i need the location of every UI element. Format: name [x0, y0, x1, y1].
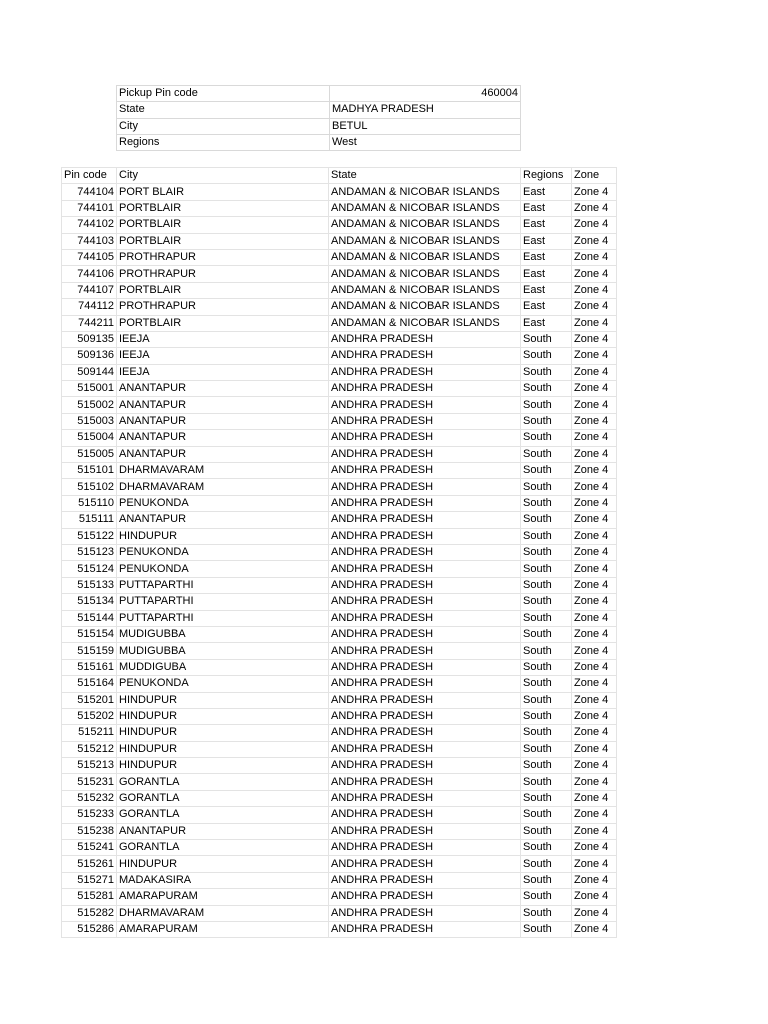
table-row: [62, 626, 617, 642]
city-cell: IEEJA: [117, 348, 329, 364]
pin-code-table-body: [62, 184, 617, 938]
state-cell: ANDAMAN & NICOBAR ISLANDS: [329, 200, 521, 216]
pickup-city-row: [117, 118, 521, 134]
pin-code-cell: 744102: [62, 217, 117, 233]
table-row: [62, 774, 617, 790]
table-row: [62, 249, 617, 265]
region-cell: South: [521, 397, 572, 413]
pin-code-cell: 515002: [62, 397, 117, 413]
region-cell: South: [521, 643, 572, 659]
state-cell: ANDHRA PRADESH: [329, 397, 521, 413]
region-cell: South: [521, 823, 572, 839]
zone-cell: Zone 4: [572, 249, 617, 265]
state-cell: ANDHRA PRADESH: [329, 577, 521, 593]
pickup-state-value: MADHYA PRADESH: [330, 102, 521, 118]
zone-cell: Zone 4: [572, 921, 617, 937]
region-cell: South: [521, 921, 572, 937]
region-cell: South: [521, 774, 572, 790]
region-cell: South: [521, 479, 572, 495]
pickup-city-value: BETUL: [330, 118, 521, 134]
state-cell: ANDHRA PRADESH: [329, 758, 521, 774]
region-cell: East: [521, 233, 572, 249]
region-cell: South: [521, 725, 572, 741]
zone-cell: Zone 4: [572, 217, 617, 233]
region-cell: South: [521, 561, 572, 577]
table-row: [62, 708, 617, 724]
table-row: [62, 430, 617, 446]
zone-cell: Zone 4: [572, 823, 617, 839]
city-cell: HINDUPUR: [117, 528, 329, 544]
table-row: [62, 463, 617, 479]
pin-code-cell: 515003: [62, 413, 117, 429]
state-cell: ANDHRA PRADESH: [329, 840, 521, 856]
city-cell: PORT BLAIR: [117, 184, 329, 200]
pin-code-cell: 515102: [62, 479, 117, 495]
zone-cell: Zone 4: [572, 807, 617, 823]
table-row: [62, 790, 617, 806]
state-cell: ANDHRA PRADESH: [329, 676, 521, 692]
pin-code-cell: 515004: [62, 430, 117, 446]
region-cell: South: [521, 430, 572, 446]
city-cell: PENUKONDA: [117, 561, 329, 577]
state-cell: ANDHRA PRADESH: [329, 692, 521, 708]
table-row: [62, 217, 617, 233]
state-cell: ANDHRA PRADESH: [329, 381, 521, 397]
pin-code-cell: 515164: [62, 676, 117, 692]
zone-cell: Zone 4: [572, 397, 617, 413]
region-cell: South: [521, 364, 572, 380]
region-cell: South: [521, 594, 572, 610]
state-cell: ANDAMAN & NICOBAR ISLANDS: [329, 249, 521, 265]
city-cell: IEEJA: [117, 331, 329, 347]
zone-cell: Zone 4: [572, 381, 617, 397]
pin-code-cell: 515111: [62, 512, 117, 528]
city-cell: ANANTAPUR: [117, 413, 329, 429]
city-cell: PORTBLAIR: [117, 233, 329, 249]
table-row: [62, 692, 617, 708]
zone-cell: Zone 4: [572, 184, 617, 200]
pin-code-cell: 515201: [62, 692, 117, 708]
region-cell: South: [521, 807, 572, 823]
pin-code-cell: 515238: [62, 823, 117, 839]
pin-code-cell: 515161: [62, 659, 117, 675]
region-cell: South: [521, 610, 572, 626]
city-cell: MADAKASIRA: [117, 872, 329, 888]
state-cell: ANDHRA PRADESH: [329, 446, 521, 462]
table-row: [62, 512, 617, 528]
pin-code-cell: 515101: [62, 463, 117, 479]
region-cell: South: [521, 840, 572, 856]
table-row: [62, 495, 617, 511]
state-cell: ANDHRA PRADESH: [329, 905, 521, 921]
zone-cell: Zone 4: [572, 741, 617, 757]
state-cell: ANDHRA PRADESH: [329, 774, 521, 790]
region-cell: East: [521, 266, 572, 282]
city-cell: IEEJA: [117, 364, 329, 380]
zone-cell: Zone 4: [572, 872, 617, 888]
table-row: [62, 266, 617, 282]
table-row: [62, 758, 617, 774]
city-cell: GORANTLA: [117, 790, 329, 806]
pin-code-cell: 509144: [62, 364, 117, 380]
state-cell: ANDAMAN & NICOBAR ISLANDS: [329, 233, 521, 249]
city-cell: AMARAPURAM: [117, 921, 329, 937]
zone-cell: Zone 4: [572, 643, 617, 659]
pin-code-cell: 515232: [62, 790, 117, 806]
state-cell: ANDHRA PRADESH: [329, 889, 521, 905]
table-row: [62, 840, 617, 856]
zone-cell: Zone 4: [572, 544, 617, 560]
table-row: [62, 856, 617, 872]
state-cell: ANDAMAN & NICOBAR ISLANDS: [329, 315, 521, 331]
state-cell: ANDHRA PRADESH: [329, 921, 521, 937]
zone-cell: Zone 4: [572, 905, 617, 921]
region-cell: South: [521, 381, 572, 397]
region-cell: South: [521, 758, 572, 774]
region-cell: South: [521, 905, 572, 921]
region-cell: South: [521, 872, 572, 888]
state-cell: ANDAMAN & NICOBAR ISLANDS: [329, 184, 521, 200]
pin-code-cell: 515212: [62, 741, 117, 757]
zone-cell: Zone 4: [572, 463, 617, 479]
header-pin-code: Pin code: [62, 168, 117, 184]
pin-code-cell: 515122: [62, 528, 117, 544]
table-row: [62, 528, 617, 544]
region-cell: South: [521, 331, 572, 347]
pickup-info-table: [116, 85, 521, 151]
zone-cell: Zone 4: [572, 299, 617, 315]
region-cell: East: [521, 217, 572, 233]
pin-code-cell: 515233: [62, 807, 117, 823]
state-cell: ANDAMAN & NICOBAR ISLANDS: [329, 217, 521, 233]
pickup-pin-code-label: Pickup Pin code: [117, 86, 330, 102]
table-row: [62, 348, 617, 364]
region-cell: South: [521, 692, 572, 708]
zone-cell: Zone 4: [572, 495, 617, 511]
city-cell: HINDUPUR: [117, 692, 329, 708]
pickup-pin-code-value: 460004: [330, 86, 521, 102]
pin-code-cell: 744101: [62, 200, 117, 216]
pin-code-cell: 515202: [62, 708, 117, 724]
pickup-state-row: [117, 102, 521, 118]
zone-cell: Zone 4: [572, 315, 617, 331]
zone-cell: Zone 4: [572, 266, 617, 282]
state-cell: ANDHRA PRADESH: [329, 430, 521, 446]
pin-code-cell: 744104: [62, 184, 117, 200]
zone-cell: Zone 4: [572, 364, 617, 380]
city-cell: PENUKONDA: [117, 544, 329, 560]
state-cell: ANDHRA PRADESH: [329, 544, 521, 560]
state-cell: ANDHRA PRADESH: [329, 331, 521, 347]
city-cell: AMARAPURAM: [117, 889, 329, 905]
header-zone: Zone: [572, 168, 617, 184]
state-cell: ANDHRA PRADESH: [329, 790, 521, 806]
pin-code-cell: 515211: [62, 725, 117, 741]
pickup-pin-code-row: [117, 86, 521, 102]
city-cell: DHARMAVARAM: [117, 479, 329, 495]
pickup-info-body: [117, 86, 521, 151]
pin-code-cell: 509135: [62, 331, 117, 347]
city-cell: GORANTLA: [117, 840, 329, 856]
region-cell: South: [521, 889, 572, 905]
state-cell: ANDAMAN & NICOBAR ISLANDS: [329, 299, 521, 315]
zone-cell: Zone 4: [572, 692, 617, 708]
city-cell: PENUKONDA: [117, 676, 329, 692]
table-row: [62, 282, 617, 298]
state-cell: ANDHRA PRADESH: [329, 610, 521, 626]
city-cell: ANANTAPUR: [117, 381, 329, 397]
zone-cell: Zone 4: [572, 528, 617, 544]
region-cell: South: [521, 577, 572, 593]
city-cell: PROTHRAPUR: [117, 249, 329, 265]
city-cell: MUDIGUBBA: [117, 643, 329, 659]
zone-cell: Zone 4: [572, 790, 617, 806]
region-cell: South: [521, 544, 572, 560]
state-cell: ANDHRA PRADESH: [329, 823, 521, 839]
region-cell: South: [521, 741, 572, 757]
city-cell: PUTTAPARTHI: [117, 577, 329, 593]
region-cell: South: [521, 512, 572, 528]
region-cell: South: [521, 463, 572, 479]
city-cell: HINDUPUR: [117, 856, 329, 872]
table-row: [62, 610, 617, 626]
pin-code-cell: 515241: [62, 840, 117, 856]
city-cell: ANANTAPUR: [117, 823, 329, 839]
pin-code-cell: 515124: [62, 561, 117, 577]
table-row: [62, 413, 617, 429]
pin-code-cell: 744107: [62, 282, 117, 298]
city-cell: PORTBLAIR: [117, 282, 329, 298]
city-cell: MUDIGUBBA: [117, 626, 329, 642]
region-cell: South: [521, 495, 572, 511]
pickup-city-label: City: [117, 118, 330, 134]
zone-cell: Zone 4: [572, 282, 617, 298]
region-cell: East: [521, 184, 572, 200]
city-cell: PENUKONDA: [117, 495, 329, 511]
pin-code-cell: 515123: [62, 544, 117, 560]
zone-cell: Zone 4: [572, 610, 617, 626]
pin-code-cell: 744112: [62, 299, 117, 315]
city-cell: PUTTAPARTHI: [117, 594, 329, 610]
pin-code-cell: 515286: [62, 921, 117, 937]
city-cell: PROTHRAPUR: [117, 299, 329, 315]
table-row: [62, 676, 617, 692]
zone-cell: Zone 4: [572, 512, 617, 528]
table-row: [62, 381, 617, 397]
state-cell: ANDHRA PRADESH: [329, 643, 521, 659]
region-cell: South: [521, 659, 572, 675]
table-row: [62, 889, 617, 905]
zone-cell: Zone 4: [572, 200, 617, 216]
pickup-regions-value: West: [330, 134, 521, 150]
city-cell: PORTBLAIR: [117, 315, 329, 331]
region-cell: South: [521, 676, 572, 692]
table-row: [62, 331, 617, 347]
state-cell: ANDHRA PRADESH: [329, 659, 521, 675]
region-cell: South: [521, 413, 572, 429]
zone-cell: Zone 4: [572, 430, 617, 446]
state-cell: ANDHRA PRADESH: [329, 807, 521, 823]
pin-code-cell: 515144: [62, 610, 117, 626]
zone-cell: Zone 4: [572, 889, 617, 905]
region-cell: South: [521, 790, 572, 806]
state-cell: ANDAMAN & NICOBAR ISLANDS: [329, 282, 521, 298]
state-cell: ANDHRA PRADESH: [329, 495, 521, 511]
region-cell: East: [521, 315, 572, 331]
zone-cell: Zone 4: [572, 331, 617, 347]
city-cell: HINDUPUR: [117, 758, 329, 774]
pickup-regions-label: Regions: [117, 134, 330, 150]
zone-cell: Zone 4: [572, 348, 617, 364]
zone-cell: Zone 4: [572, 659, 617, 675]
table-row: [62, 544, 617, 560]
table-row: [62, 905, 617, 921]
region-cell: East: [521, 282, 572, 298]
region-cell: South: [521, 626, 572, 642]
region-cell: South: [521, 348, 572, 364]
city-cell: ANANTAPUR: [117, 430, 329, 446]
header-row: [62, 168, 617, 184]
pin-code-cell: 515159: [62, 643, 117, 659]
table-row: [62, 200, 617, 216]
table-row: [62, 397, 617, 413]
region-cell: South: [521, 528, 572, 544]
zone-cell: Zone 4: [572, 840, 617, 856]
table-row: [62, 577, 617, 593]
city-cell: PORTBLAIR: [117, 200, 329, 216]
pin-code-cell: 744211: [62, 315, 117, 331]
state-cell: ANDAMAN & NICOBAR ISLANDS: [329, 266, 521, 282]
pin-code-cell: 515281: [62, 889, 117, 905]
pin-code-cell: 515154: [62, 626, 117, 642]
pin-code-cell: 515213: [62, 758, 117, 774]
zone-cell: Zone 4: [572, 577, 617, 593]
state-cell: ANDHRA PRADESH: [329, 872, 521, 888]
zone-cell: Zone 4: [572, 594, 617, 610]
region-cell: South: [521, 446, 572, 462]
zone-cell: Zone 4: [572, 856, 617, 872]
state-cell: ANDHRA PRADESH: [329, 725, 521, 741]
state-cell: ANDHRA PRADESH: [329, 626, 521, 642]
pin-code-table: [61, 167, 617, 938]
table-row: [62, 561, 617, 577]
pin-code-cell: 744103: [62, 233, 117, 249]
city-cell: GORANTLA: [117, 807, 329, 823]
pickup-state-label: State: [117, 102, 330, 118]
table-row: [62, 725, 617, 741]
state-cell: ANDHRA PRADESH: [329, 479, 521, 495]
zone-cell: Zone 4: [572, 708, 617, 724]
zone-cell: Zone 4: [572, 774, 617, 790]
table-row: [62, 315, 617, 331]
city-cell: GORANTLA: [117, 774, 329, 790]
header-regions: Regions: [521, 168, 572, 184]
state-cell: ANDHRA PRADESH: [329, 413, 521, 429]
pin-code-cell: 515282: [62, 905, 117, 921]
pin-code-cell: 515261: [62, 856, 117, 872]
zone-cell: Zone 4: [572, 725, 617, 741]
pin-code-cell: 515110: [62, 495, 117, 511]
city-cell: ANANTAPUR: [117, 512, 329, 528]
table-row: [62, 299, 617, 315]
zone-cell: Zone 4: [572, 413, 617, 429]
city-cell: DHARMAVARAM: [117, 905, 329, 921]
state-cell: ANDHRA PRADESH: [329, 512, 521, 528]
region-cell: East: [521, 249, 572, 265]
table-row: [62, 741, 617, 757]
zone-cell: Zone 4: [572, 479, 617, 495]
city-cell: PORTBLAIR: [117, 217, 329, 233]
city-cell: DHARMAVARAM: [117, 463, 329, 479]
city-cell: HINDUPUR: [117, 725, 329, 741]
table-row: [62, 807, 617, 823]
table-row: [62, 479, 617, 495]
pin-code-cell: 509136: [62, 348, 117, 364]
zone-cell: Zone 4: [572, 233, 617, 249]
zone-cell: Zone 4: [572, 676, 617, 692]
table-row: [62, 872, 617, 888]
table-row: [62, 594, 617, 610]
city-cell: PROTHRAPUR: [117, 266, 329, 282]
zone-cell: Zone 4: [572, 758, 617, 774]
header-state: State: [329, 168, 521, 184]
pickup-regions-row: [117, 134, 521, 150]
pin-code-cell: 515134: [62, 594, 117, 610]
table-row: [62, 233, 617, 249]
zone-cell: Zone 4: [572, 626, 617, 642]
pin-code-cell: 744106: [62, 266, 117, 282]
state-cell: ANDHRA PRADESH: [329, 463, 521, 479]
pin-code-cell: 515271: [62, 872, 117, 888]
city-cell: ANANTAPUR: [117, 397, 329, 413]
zone-cell: Zone 4: [572, 561, 617, 577]
region-cell: South: [521, 856, 572, 872]
region-cell: East: [521, 200, 572, 216]
region-cell: East: [521, 299, 572, 315]
table-row: [62, 659, 617, 675]
state-cell: ANDHRA PRADESH: [329, 856, 521, 872]
table-row: [62, 921, 617, 937]
region-cell: South: [521, 708, 572, 724]
zone-cell: Zone 4: [572, 446, 617, 462]
pin-code-cell: 744105: [62, 249, 117, 265]
city-cell: PUTTAPARTHI: [117, 610, 329, 626]
pin-code-cell: 515133: [62, 577, 117, 593]
state-cell: ANDHRA PRADESH: [329, 594, 521, 610]
state-cell: ANDHRA PRADESH: [329, 348, 521, 364]
table-row: [62, 823, 617, 839]
state-cell: ANDHRA PRADESH: [329, 561, 521, 577]
city-cell: MUDDIGUBA: [117, 659, 329, 675]
city-cell: HINDUPUR: [117, 741, 329, 757]
table-row: [62, 446, 617, 462]
header-city: City: [117, 168, 329, 184]
state-cell: ANDHRA PRADESH: [329, 528, 521, 544]
pin-code-cell: 515005: [62, 446, 117, 462]
table-row: [62, 184, 617, 200]
city-cell: ANANTAPUR: [117, 446, 329, 462]
table-row: [62, 643, 617, 659]
state-cell: ANDHRA PRADESH: [329, 741, 521, 757]
state-cell: ANDHRA PRADESH: [329, 364, 521, 380]
city-cell: HINDUPUR: [117, 708, 329, 724]
table-row: [62, 364, 617, 380]
pin-code-cell: 515001: [62, 381, 117, 397]
state-cell: ANDHRA PRADESH: [329, 708, 521, 724]
pin-code-cell: 515231: [62, 774, 117, 790]
